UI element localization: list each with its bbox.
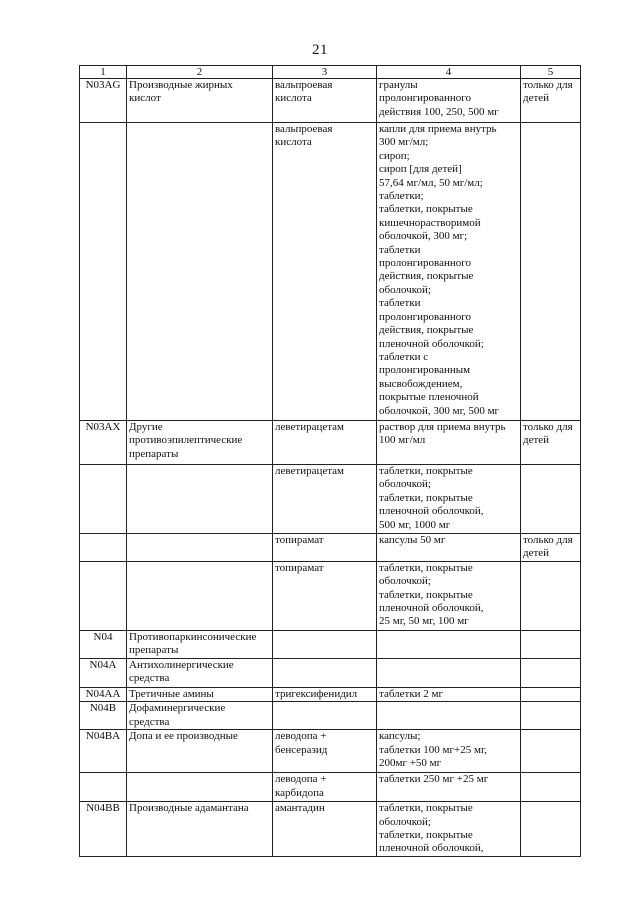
group-name-cell: Допа и ее производные bbox=[127, 730, 273, 773]
dosage-form-cell: капсулы; таблетки 100 мг+25 мг, 200мг +50 мг bbox=[377, 730, 521, 773]
column-header-3: 3 bbox=[273, 66, 377, 79]
note-cell: только для детей bbox=[521, 421, 581, 465]
note-cell bbox=[521, 773, 581, 802]
group-name-cell bbox=[127, 534, 273, 562]
note-cell: только для детей bbox=[521, 534, 581, 562]
group-name-cell bbox=[127, 773, 273, 802]
dosage-form-cell bbox=[377, 658, 521, 687]
atc-code-cell bbox=[80, 123, 127, 421]
table-body bbox=[80, 66, 581, 857]
note-cell bbox=[521, 702, 581, 730]
atc-code-cell bbox=[80, 465, 127, 534]
drug-name-cell: тригексифенидил bbox=[273, 687, 377, 701]
dosage-form-cell bbox=[377, 702, 521, 730]
group-name-cell: Производные жирных кислот bbox=[127, 79, 273, 123]
header-row bbox=[80, 66, 581, 79]
note-cell bbox=[521, 730, 581, 773]
table-row bbox=[80, 534, 581, 562]
table-row bbox=[80, 79, 581, 123]
table-row bbox=[80, 773, 581, 802]
page-number: 21 bbox=[312, 42, 328, 58]
note-cell bbox=[521, 687, 581, 701]
drug-name-cell bbox=[273, 658, 377, 687]
group-name-cell bbox=[127, 561, 273, 630]
dosage-form-cell: раствор для приема внутрь 100 мг/мл bbox=[377, 421, 521, 465]
drug-name-cell: леводопа + карбидопа bbox=[273, 773, 377, 802]
table-row bbox=[80, 802, 581, 857]
group-name-cell bbox=[127, 123, 273, 421]
drug-name-cell: леветирацетам bbox=[273, 421, 377, 465]
drug-name-cell bbox=[273, 702, 377, 730]
note-cell bbox=[521, 465, 581, 534]
group-name-cell: Противопаркинсонические препараты bbox=[127, 630, 273, 658]
atc-code-cell: N04 bbox=[80, 630, 127, 658]
group-name-cell: Другие противоэпилептические препараты bbox=[127, 421, 273, 465]
table-row bbox=[80, 421, 581, 465]
dosage-form-cell: гранулы пролонгированного действия 100, 250, 500 мг bbox=[377, 79, 521, 123]
dosage-form-cell: таблетки, покрытые оболочкой; таблетки, покрытые пленочной оболочкой, 500 мг, 1000 мг bbox=[377, 465, 521, 534]
drug-table bbox=[79, 65, 581, 857]
note-cell bbox=[521, 802, 581, 857]
atc-code-cell bbox=[80, 534, 127, 562]
table-row bbox=[80, 465, 581, 534]
atc-code-cell: N04BA bbox=[80, 730, 127, 773]
dosage-form-cell: таблетки 250 мг +25 мг bbox=[377, 773, 521, 802]
atc-code-cell: N04AA bbox=[80, 687, 127, 701]
note-cell bbox=[521, 630, 581, 658]
atc-code-cell bbox=[80, 773, 127, 802]
drug-name-cell: вальпроевая кислота bbox=[273, 123, 377, 421]
table-row bbox=[80, 123, 581, 421]
table-row bbox=[80, 730, 581, 773]
group-name-cell: Производные адамантана bbox=[127, 802, 273, 857]
atc-code-cell: N04B bbox=[80, 702, 127, 730]
group-name-cell: Дофаминергические средства bbox=[127, 702, 273, 730]
table-row bbox=[80, 702, 581, 730]
note-cell bbox=[521, 561, 581, 630]
drug-name-cell: топирамат bbox=[273, 534, 377, 562]
drug-name-cell: леветирацетам bbox=[273, 465, 377, 534]
drug-name-cell: леводопа + бенсеразид bbox=[273, 730, 377, 773]
atc-code-cell bbox=[80, 561, 127, 630]
column-header-4: 4 bbox=[377, 66, 521, 79]
atc-code-cell: N04A bbox=[80, 658, 127, 687]
dosage-form-cell: таблетки, покрытые оболочкой; таблетки, покрытые пленочной оболочкой, 25 мг, 50 мг, 100 мг bbox=[377, 561, 521, 630]
dosage-form-cell: таблетки, покрытые оболочкой; таблетки, покрытые пленочной оболочкой, bbox=[377, 802, 521, 857]
drug-name-cell: топирамат bbox=[273, 561, 377, 630]
drug-name-cell: амантадин bbox=[273, 802, 377, 857]
note-cell: только для детей bbox=[521, 79, 581, 123]
group-name-cell: Третичные амины bbox=[127, 687, 273, 701]
dosage-form-cell bbox=[377, 630, 521, 658]
drug-name-cell: вальпроевая кислота bbox=[273, 79, 377, 123]
column-header-1: 1 bbox=[80, 66, 127, 79]
note-cell bbox=[521, 123, 581, 421]
dosage-form-cell: капли для приема внутрь 300 мг/мл; сироп; сироп [для детей] 57,64 мг/мл, 50 мг/мл; таблетки; таблетки, покрытые кишечнорастворимой оболочкой, 300 мг; таблетки пролонгированного действия, покрытые оболочкой; таблетки пролонгированного действия, покрытые пленочной оболочкой; таблетки с пролонгированным высвобождением, покрытые пленочной оболочкой, 300 мг, 500 мг bbox=[377, 123, 521, 421]
note-cell bbox=[521, 658, 581, 687]
atc-code-cell: N04BB bbox=[80, 802, 127, 857]
group-name-cell: Антихолинергические средства bbox=[127, 658, 273, 687]
atc-code-cell: N03AG bbox=[80, 79, 127, 123]
atc-code-cell: N03AX bbox=[80, 421, 127, 465]
column-header-2: 2 bbox=[127, 66, 273, 79]
table-row bbox=[80, 687, 581, 701]
column-header-5: 5 bbox=[521, 66, 581, 79]
dosage-form-cell: капсулы 50 мг bbox=[377, 534, 521, 562]
table-row bbox=[80, 630, 581, 658]
table-row bbox=[80, 561, 581, 630]
dosage-form-cell: таблетки 2 мг bbox=[377, 687, 521, 701]
table-row bbox=[80, 658, 581, 687]
drug-name-cell bbox=[273, 630, 377, 658]
group-name-cell bbox=[127, 465, 273, 534]
